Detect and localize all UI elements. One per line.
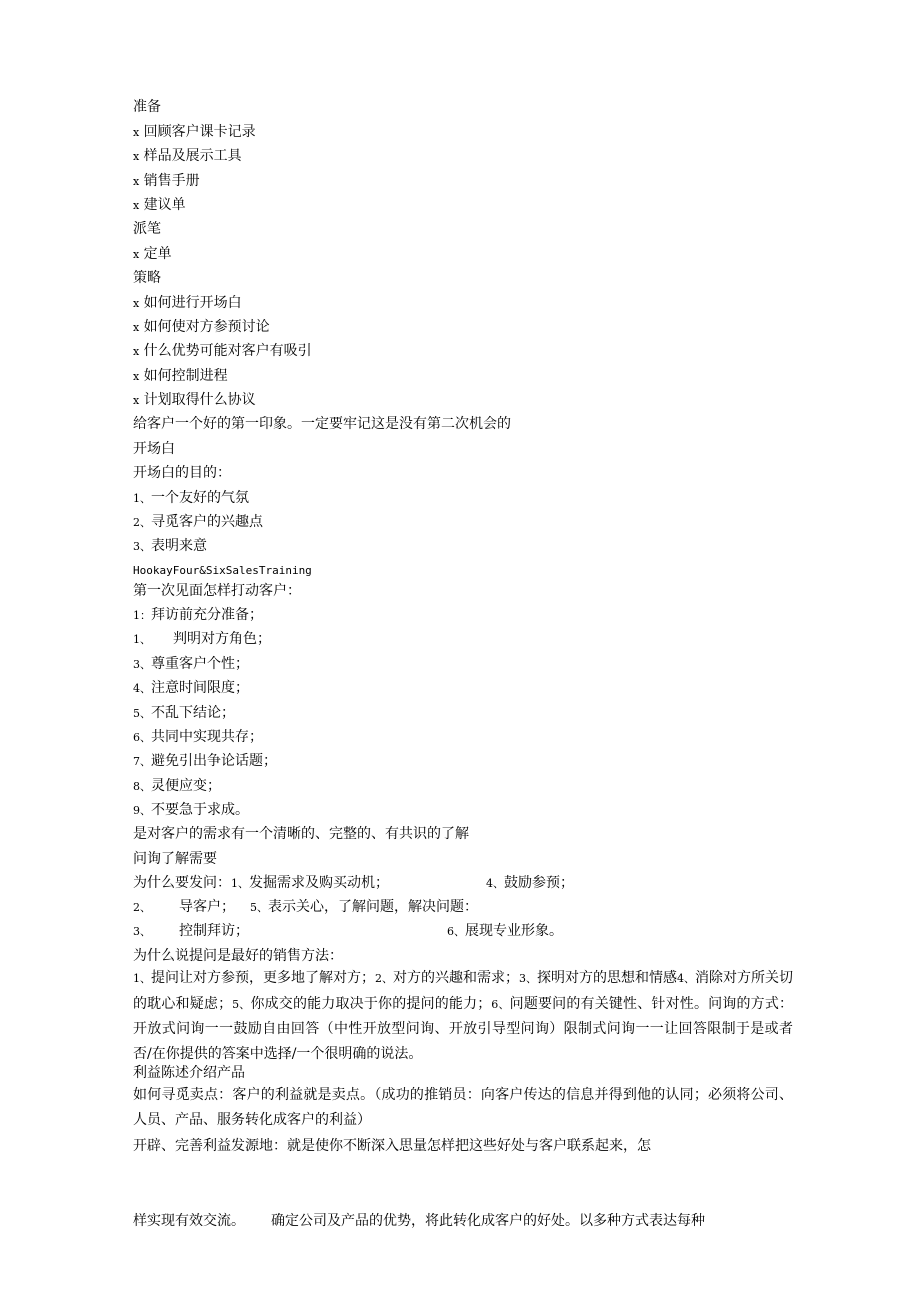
- list-item: 7、避免引出争论话题；: [133, 753, 277, 769]
- list-item: 8、灵便应变；: [133, 778, 221, 794]
- why-ask-row-3-right: 6、展现专业形象。: [447, 923, 563, 939]
- strategy-heading: 策略: [133, 270, 161, 286]
- bullet-marker: x: [133, 370, 140, 383]
- list-item: x 如何进行开场白: [133, 295, 242, 311]
- list-item: x 计划取得什么协议: [133, 392, 256, 408]
- opening-title: 开场白: [133, 441, 175, 457]
- bullet-marker: x: [133, 345, 140, 358]
- bullet-marker: x: [133, 394, 140, 407]
- benefit-title: 利益陈述介绍产品: [133, 1065, 245, 1081]
- why-ask-row-1: 为什么要发问：1、发掘需求及购买动机；: [133, 875, 389, 891]
- list-item: 1、 判明对方角色；: [133, 631, 271, 647]
- why-ask-row-2: 2、 导客户；: [133, 899, 235, 915]
- why-ask-row-1-right: 4、鼓励参预；: [486, 875, 574, 891]
- bullet-marker: x: [133, 321, 140, 334]
- benefit-last-line: 样实现有效交流。 确定公司及产品的优势，将此转化成客户的好处。以多种方式表达每种: [133, 1213, 705, 1229]
- list-item: 3、尊重客户个性；: [133, 656, 249, 672]
- list-item: x 定单: [133, 246, 172, 262]
- list-item: 5、不乱下结论；: [133, 705, 235, 721]
- list-item: x 样品及展示工具: [133, 148, 242, 164]
- list-item: x 什么优势可能对客户有吸引: [133, 343, 312, 359]
- bullet-marker: x: [133, 199, 140, 212]
- list-item: x 如何控制进程: [133, 368, 228, 384]
- list-item: x 销售手册: [133, 173, 200, 189]
- needs-intro: 是对客户的需求有一个清晰的、完整的、有共识的了解: [133, 826, 469, 842]
- find-selling-points: 如何寻觅卖点：客户的利益就是卖点。（成功的推销员：向客户传达的信息并得到他的认同；必须将公司、人员、产品、服务转化成客户的利益）: [133, 1087, 793, 1128]
- bullet-marker: x: [133, 248, 140, 261]
- bullet-marker: x: [133, 150, 140, 163]
- training-watermark: HookayFour&SixSalesTraining: [133, 564, 312, 577]
- opening-purpose-heading: 开场白的目的：: [133, 465, 231, 481]
- best-method-paragraph: 1、提问让对方参预，更多地了解对方；2、对方的兴趣和需求；3、探明对方的思想和情感4、消除对方所关切的耽心和疑虑；5、你成交的能力取决于你的提问的能力；6、问题要问的有关键性、针对性。问询的方式：开放式问询一一鼓励自由回答（中性开放型问询、开放引导型问询）限制式问询一一让回答限制于是或者否/在你提供的答案中选择/一个很明确的说法。: [133, 970, 794, 1062]
- list-item: x 如何使对方参预讨论: [133, 319, 270, 335]
- impression-text: 给客户一个好的第一印象。一定要牢记这是没有第二次机会的: [133, 416, 511, 432]
- list-item: 3、表明来意: [133, 538, 207, 554]
- list-item: 9、不要急于求成。: [133, 802, 249, 818]
- list-item: 6、共同中实现共存；: [133, 729, 263, 745]
- prep-pen: 派笔: [133, 221, 161, 237]
- list-item: 2、寻觅客户的兴趣点: [133, 514, 263, 530]
- list-item: 4、注意时间限度；: [133, 680, 249, 696]
- why-ask-row-2-right: 5、表示关心，了解问题，解决问题：: [250, 899, 478, 915]
- bullet-marker: x: [133, 175, 140, 188]
- list-item: 1、一个友好的气氛: [133, 490, 249, 506]
- bullet-marker: x: [133, 297, 140, 310]
- list-item: x 建议单: [133, 197, 186, 213]
- why-ask-row-3: 3、 控制拜访；: [133, 923, 249, 939]
- list-item: 1：拜访前充分准备；: [133, 607, 263, 623]
- bullet-marker: x: [133, 126, 140, 139]
- prep-heading: 准备: [133, 99, 161, 115]
- needs-title: 问询了解需要: [133, 851, 217, 867]
- best-method-heading: 为什么说提问是最好的销售方法：: [133, 948, 343, 964]
- benefit-source: 开辟、完善利益发源地：就是使你不断深入思量怎样把这些好处与客户联系起来，怎: [133, 1138, 651, 1154]
- list-item: x 回顾客户课卡记录: [133, 124, 256, 140]
- first-meet-heading: 第一次见面怎样打动客户：: [133, 583, 301, 599]
